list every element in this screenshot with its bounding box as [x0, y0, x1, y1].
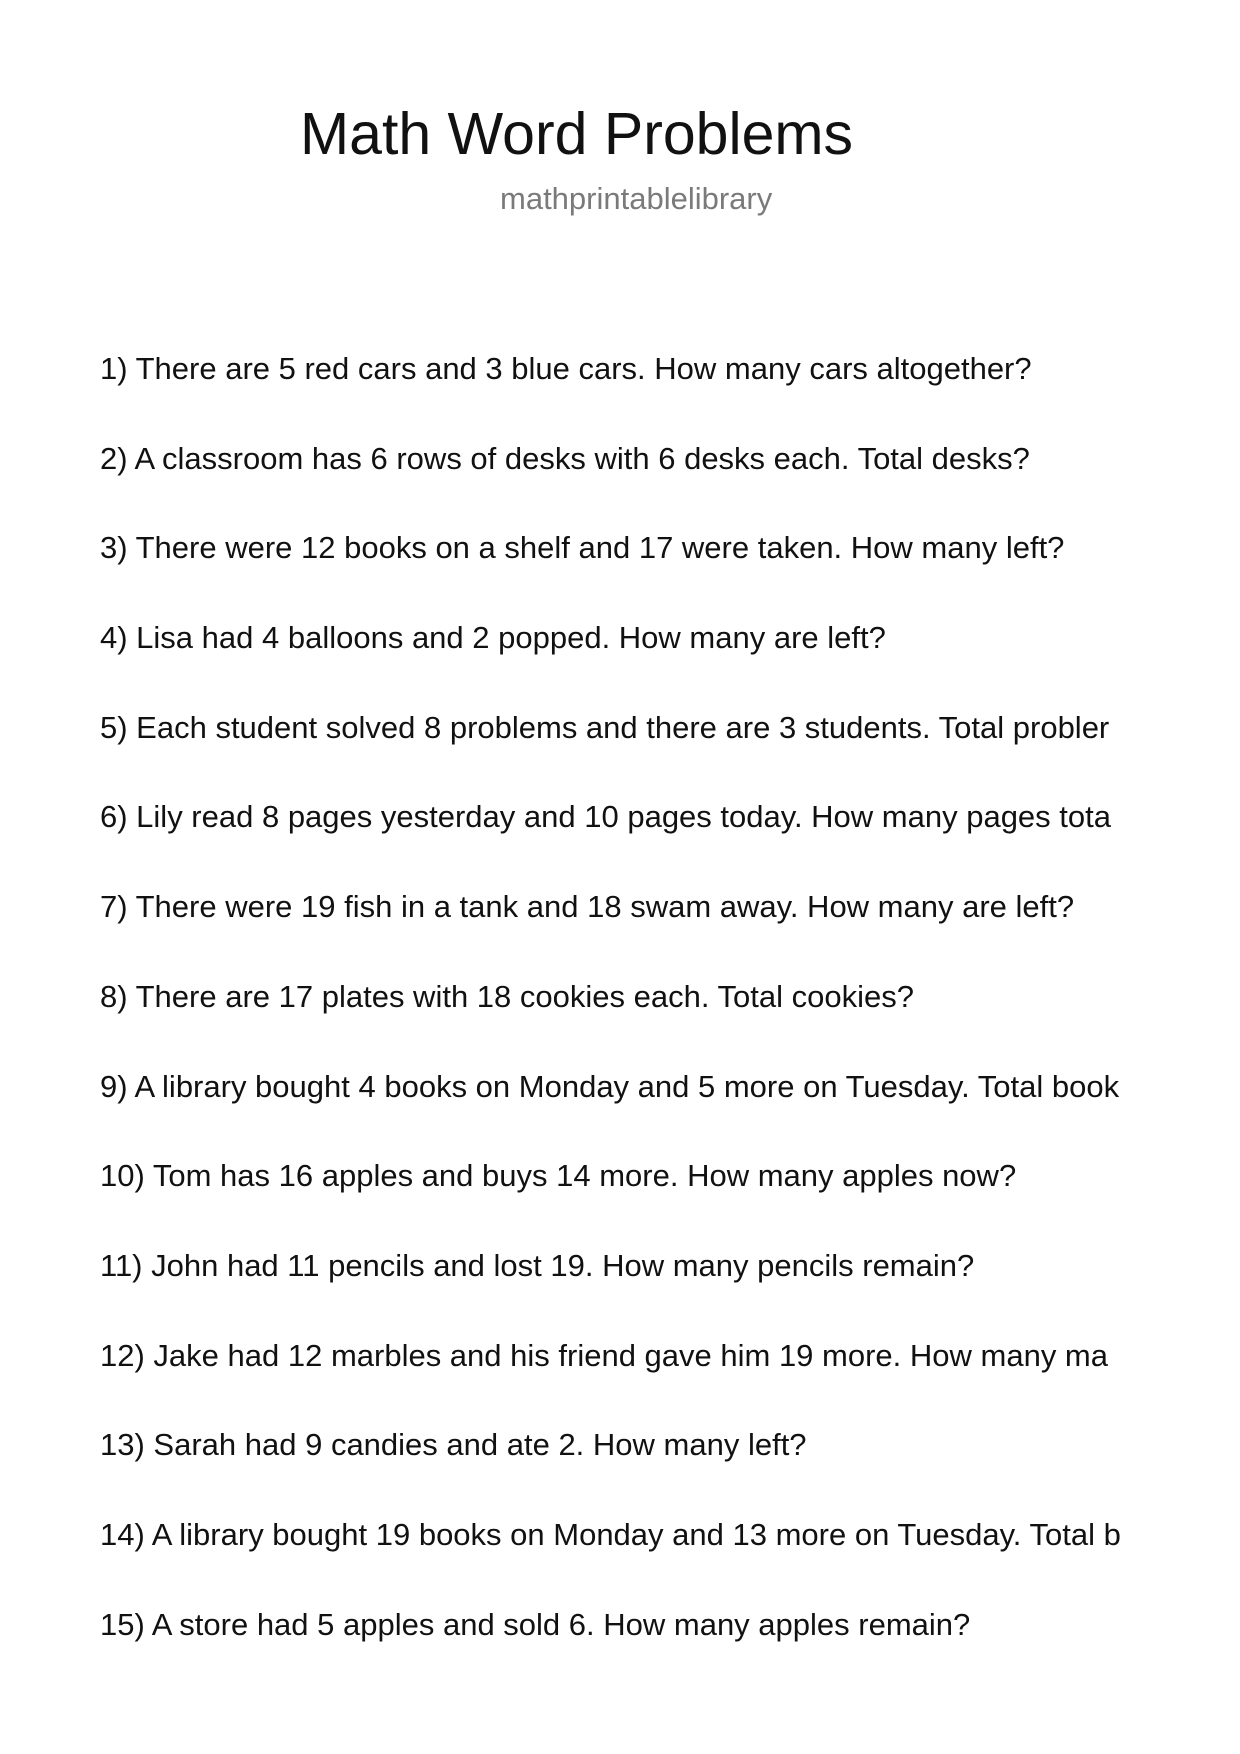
problem-item: 1) There are 5 red cars and 3 blue cars. How many cars altogether?	[100, 351, 1032, 386]
problem-item: 5) Each student solved 8 problems and there are 3 students. Total probler	[100, 709, 1110, 745]
problem-item: 3) There were 12 books on a shelf and 17 were taken. How many left?	[100, 530, 1065, 566]
problem-list	[100, 351, 1240, 1696]
problem-item: 2) A classroom has 6 rows of desks with 6 desks each. Total desks?	[100, 440, 1030, 476]
problem-item: 9) A library bought 4 books on Monday and 5 more on Tuesday. Total book	[100, 1068, 1120, 1104]
problem-item: 4) Lisa had 4 balloons and 2 popped. How many are left?	[100, 620, 886, 656]
page-subtitle: mathprintablelibrary	[500, 181, 773, 216]
problem-item: 14) A library bought 19 books on Monday and 13 more on Tuesday. Total b	[100, 1516, 1121, 1552]
problem-item: 11) John had 11 pencils and lost 19. How many pencils remain?	[100, 1247, 975, 1283]
problem-item: 8) There are 17 plates with 18 cookies each. Total cookies?	[100, 978, 914, 1014]
problem-item: 10) Tom has 16 apples and buys 14 more. How many apples now?	[100, 1158, 1017, 1194]
problem-item: 13) Sarah had 9 candies and ate 2. How many left?	[100, 1427, 807, 1463]
problem-item: 7) There were 19 fish in a tank and 18 swam away. How many are left?	[100, 889, 1075, 925]
page-title: Math Word Problems	[300, 101, 854, 167]
problem-item: 15) A store had 5 apples and sold 6. How many apples remain?	[100, 1606, 971, 1642]
problem-item: 12) Jake had 12 marbles and his friend gave him 19 more. How many ma	[100, 1337, 1108, 1373]
problem-item: 6) Lily read 8 pages yesterday and 10 pages today. How many pages tota	[100, 799, 1111, 835]
